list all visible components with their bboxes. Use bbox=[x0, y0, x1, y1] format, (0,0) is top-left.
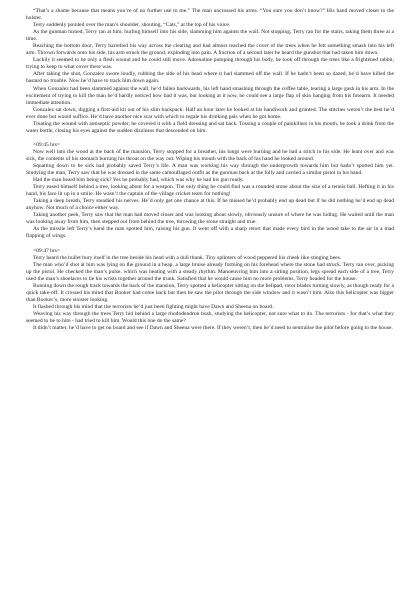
document-page bbox=[26, 8, 394, 332]
paragraph: After taking the shot, Gonzalez swore loudly, rubbing the side of his head where it had slammed off the wall. If he hadn’t been so dazed, he’d have killed the bastard no trouble. Now he’d have to track him down again. bbox=[26, 71, 394, 85]
paragraph: The man who’d shot at him was lying on the ground in a heap, a large bruise already forming on his forehead where the stone had struck. Terry ran over, picking up the pistol. He checked the man’s pulse, which was beating with a steady rhythm. Manoeuvring him into a sitting position, legs spread each side of a tree, Terry used the man’s shoelaces to tie his wrists together around the trunk. Satisfied that he would cause him no more problems, Terry headed for the house. bbox=[26, 261, 394, 282]
paragraph: Now well into the wood at the back of the mansion, Terry stopped for a breather, his lungs were burning and he had a stitch in his side. He leant over and was sick, the contents of his stomach burning his throat on the way out. Wiping his mouth with the back of his hand he looked around. bbox=[26, 148, 394, 162]
section-gap bbox=[26, 135, 394, 142]
paragraph: When Gonzalez had been slammed against the wall, he’d fallen backwards, his left hand smashing through the coffee table, tearing a large gash in his arm. In the excitement of trying to kill the man he’d hardly noticed how bad it was, but looking at it now, he could see a large flap of skin hanging from his forearm. It needed immediate attention. bbox=[26, 85, 394, 106]
paragraph: Gonzalez sat down, digging a first-aid kit out of his slim backpack. Half an hour later he looked at his handiwork and grunted. The stitches weren’t the best he’d ever done but would suffice. He’d have another nice scar with which to regale his drinking pals when he got home. bbox=[26, 106, 394, 120]
paragraph: Squatting down to be sick had probably saved Terry’s life. A man was working his way through the undergrowth towards him but hadn’t spotted him yet. Studying the man, Terry saw that he was dressed in the same camouflaged outfit as the gunman back at the folly and carried a similar pistol in his hand. bbox=[26, 162, 394, 177]
paragraph: Taking another peek, Terry saw that the man had moved closer and was looking about slowly, obviously unsure of where he was hiding. He waited until the man was looking away from him, then stepped out from behind the tree, throwing the stone straight and true. bbox=[26, 212, 394, 226]
paragraph: “That’s a shame because that means you’re of no further use to me.” The man uncrossed his arms. “You sure you don’t know?” His hand moved closer to the holster. bbox=[26, 8, 394, 22]
section-2 bbox=[26, 142, 394, 241]
paragraph: Terry heard the bullet bury itself in the tree beside his head with a dull thunk. Tiny splinters of wood peppered his cheek like stinging bees. bbox=[33, 254, 342, 261]
paragraph: Luckily it seemed to be only a flesh wound and he could still move. Adrenaline pumping through his body, he took off through the trees like a frightened rabbit, trying to keep to what cover there was. bbox=[26, 57, 394, 71]
paragraph: Had the man heard him being sick? Yes he probably had, which was why he had his gun ready. bbox=[33, 177, 244, 184]
paragraph: It flashed through his mind that the terrorists he’d just been fighting might have Dawn and Sheena on board. bbox=[33, 303, 274, 310]
paragraph: Treating the wound with antiseptic powder, he covered it with a field dressing and sat back. Tossing a couple of painkillers in his mouth, he took a drink from the water bottle, closing his eyes against the sudden dizziness that descended on him. bbox=[26, 120, 394, 134]
paragraph: Terry suddenly pointed over the man’s shoulder, shouting, “Cats,” at the top of his voice. bbox=[33, 22, 231, 29]
paragraph: Weaving his way through the trees Terry hid behind a large rhododendron bush, studying the helicopter, not sure what to do. The terrorists - for that’s what they seemed to be to him - had tried to kill him. Would this one do the same? bbox=[26, 310, 394, 324]
paragraph: It didn’t matter, he’d have to get on board and see if Dawn and Sheena were there. If they weren’t, then he’d need to neutralise the pilot before going to the house. bbox=[33, 325, 393, 332]
section-timestamp: =09:47 hrs= bbox=[33, 247, 61, 254]
section-gap bbox=[26, 241, 394, 248]
paragraph: As the missile left Terry’s hand the man spotted him, raising his gun. It went off with a sharp retort that made every bird in the wood take to the air in a mad flapping of wings. bbox=[26, 226, 394, 240]
paragraph: Terry eased himself behind a tree, looking about for a weapon. The only thing he could find was a rounded stone about the size of a tennis ball. Hefting it in his hand, his face lit up in a smile. He wasn’t the captain of the village cricket team for nothing! bbox=[26, 184, 394, 198]
paragraph: Running down the rough track towards the back of the mansion, Terry spotted a helicopter sitting on the helipad, rotor blades turning slowly, as though ready for a quick take-off. It crossed his mind that Booker had come back but then he saw the pilot through the side window and it wasn’t him. Also this helicopter was bigger than Booker’s, more sinister looking. bbox=[26, 282, 394, 303]
section-timestamp: =09:45 hrs= bbox=[33, 141, 61, 148]
section-3 bbox=[26, 248, 394, 333]
paragraph: As the gunman turned, Terry ran at him, hurling himself into his side, slamming him against the wall. Not stopping, Terry ran for the stairs, taking them three at a time. bbox=[26, 29, 394, 43]
section-1 bbox=[26, 8, 394, 135]
paragraph: Taking a deep breath, Terry steadied his nerves. He’d only get one chance at this. If he missed he’d probably end up dead but if he did nothing he’d end up dead anyhow. Not much of a choice either way. bbox=[26, 198, 394, 212]
paragraph: Reaching the bottom door, Terry barrelled his way across the clearing and had almost reached the cover of the trees when he felt something smash into his left arm. Thrown forwards onto his side, his arm struck the ground, exploding into pain. A fraction of a second later he heard the gunshot that had taken him down. bbox=[26, 43, 394, 57]
